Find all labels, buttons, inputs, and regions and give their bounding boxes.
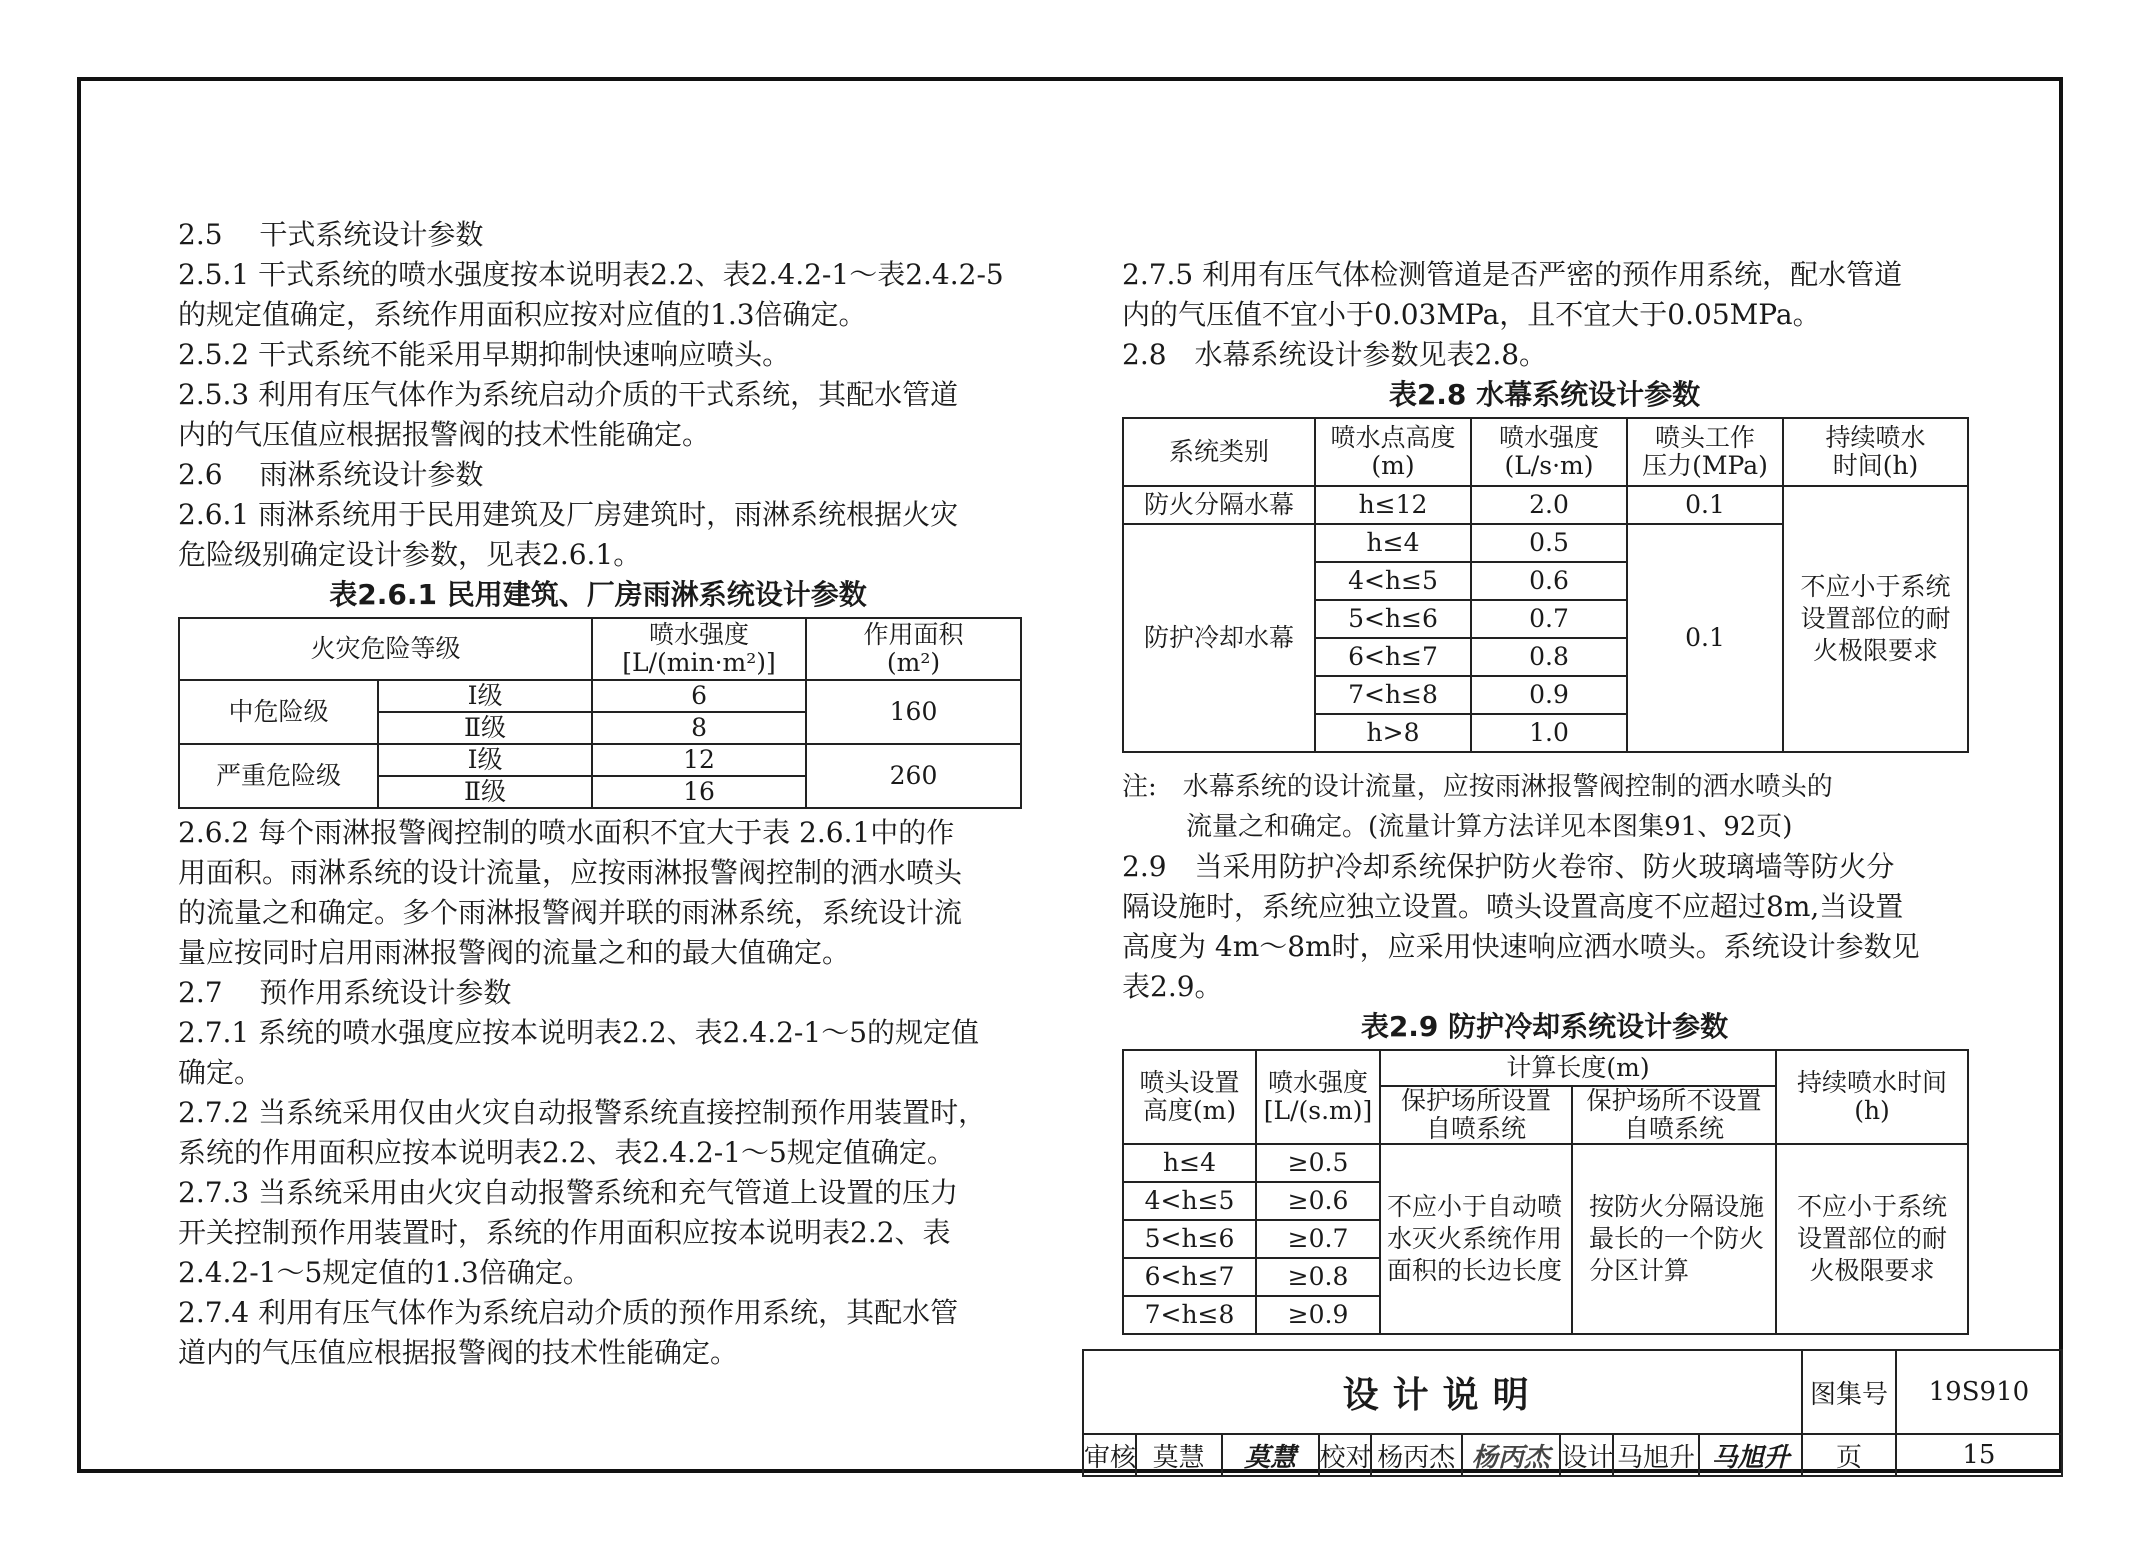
th-pressure: 喷头工作 压力(MPa) [1627, 418, 1783, 486]
para-2-5-1: 2.5.1 干式系统的喷水强度按本说明表2.2、表2.4.2-1～表2.4.2-5 [178, 258, 1004, 291]
para-2-7-2-cont: 系统的作用面积应按本说明表2.2、表2.4.2-1～5规定值确定。 [178, 1136, 955, 1169]
cell-cool-intensity: 0.5 [1471, 524, 1627, 562]
section-2-6-heading: 2.6 雨淋系统设计参数 [178, 458, 484, 491]
cell-fire-curtain: 防火分隔水幕 [1123, 486, 1315, 524]
cell-with-sprinkler-length: 不应小于自动喷 水灭火系统作用 面积的长边长度 [1380, 1144, 1572, 1334]
design-signature: 马旭升 [1699, 1434, 1802, 1476]
cell-intensity: ≥0.8 [1256, 1258, 1380, 1296]
cell-nozzle-height: h≤4 [1123, 1144, 1256, 1182]
th-level: 火灾危险等级 [179, 618, 592, 680]
cell-cool-height: 7<h≤8 [1315, 676, 1471, 714]
th-duration: 持续喷水 时间(h) [1783, 418, 1968, 486]
check-signature: 杨丙杰 [1462, 1434, 1561, 1476]
cell-cool-pressure: 0.1 [1627, 524, 1783, 752]
cell-mid-area: 160 [806, 680, 1021, 744]
cell-mid-g2-intensity: 8 [592, 712, 806, 744]
right-column [1122, 255, 1972, 1335]
review-signature: 莫慧 [1222, 1434, 1319, 1476]
cell-mid-hazard: 中危险级 [179, 680, 378, 744]
para-2-7-2: 2.7.2 当系统采用仅由火灾自动报警系统直接控制预作用装置时， [178, 1096, 987, 1129]
para-2-7-5: 2.7.5 利用有压气体检测管道是否严密的预作用系统，配水管道 [1122, 258, 1903, 291]
cell-sev-g1-intensity: 12 [592, 744, 806, 776]
cell-mid-g1-intensity: 6 [592, 680, 806, 712]
th-intensity: 喷水强度 [L/(min·m²)] [592, 618, 806, 680]
cell-intensity: ≥0.6 [1256, 1182, 1380, 1220]
cell-nozzle-height: 5<h≤6 [1123, 1220, 1256, 1258]
table-2-6-1-caption: 表2.6.1 民用建筑、厂房雨淋系统设计参数 [329, 578, 867, 611]
check-name: 杨丙杰 [1371, 1434, 1461, 1476]
cell-intensity: ≥0.5 [1256, 1144, 1380, 1182]
check-label: 校对 [1319, 1434, 1372, 1476]
para-2-5-3-cont: 内的气压值应根据报警阀的技术性能确定。 [178, 418, 711, 451]
th-nozzle-height: 喷头设置 高度(m) [1123, 1050, 1256, 1144]
cell-grade-1: Ⅰ级 [378, 680, 592, 712]
design-label: 设计 [1560, 1434, 1613, 1476]
para-2-5-2: 2.5.2 干式系统不能采用早期抑制快速响应喷头。 [178, 338, 791, 371]
para-2-7-3: 2.7.3 当系统采用由火灾自动报警系统和充气管道上设置的压力 [178, 1176, 959, 1209]
atlas-number: 19S910 [1896, 1350, 2062, 1434]
para-2-6-2: 2.6.2 每个雨淋报警阀控制的喷水面积不宜大于表 2.6.1中的作 [178, 816, 955, 849]
para-2-9: 2.9 当采用防护冷却系统保护防火卷帘、防火玻璃墙等防火分 [1122, 850, 1895, 883]
th-duration: 持续喷水时间 (h) [1776, 1050, 1968, 1144]
th-without-sprinkler: 保护场所不设置 自喷系统 [1572, 1086, 1776, 1144]
th-calc-length: 计算长度(m) [1380, 1050, 1776, 1086]
para-2-9-cont1: 隔设施时，系统应独立设置。喷头设置高度不应超过8m,当设置 [1122, 890, 1904, 923]
drawing-title: 设计说明 [1083, 1350, 1802, 1434]
cell-cool-height: 4<h≤5 [1315, 562, 1471, 600]
cell-without-sprinkler-length: 按防火分隔设施 最长的一个防火 分区计算 [1572, 1144, 1776, 1334]
table-2-9-caption: 表2.9 防护冷却系统设计参数 [1360, 1010, 1729, 1043]
cell-cool-intensity: 1.0 [1471, 714, 1627, 752]
para-2-7-1: 2.7.1 系统的喷水强度应按本说明表2.2、表2.4.2-1～5的规定值 [178, 1016, 980, 1049]
cell-nozzle-height: 6<h≤7 [1123, 1258, 1256, 1296]
title-block [1082, 1349, 2063, 1477]
cell-duration: 不应小于系统 设置部位的耐 火极限要求 [1783, 486, 1968, 752]
para-2-7-3-cont1: 开关控制预作用装置时，系统的作用面积应按本说明表2.2、表 [178, 1216, 951, 1249]
cell-cool-height: h>8 [1315, 714, 1471, 752]
review-name: 莫慧 [1136, 1434, 1222, 1476]
cell-nozzle-height: 4<h≤5 [1123, 1182, 1256, 1220]
cell-cool-intensity: 0.8 [1471, 638, 1627, 676]
cell-fire-height: h≤12 [1315, 486, 1471, 524]
review-label: 审核 [1083, 1434, 1136, 1476]
th-system-type: 系统类别 [1123, 418, 1315, 486]
para-2-6-2-cont2: 的流量之和确定。多个雨淋报警阀并联的雨淋系统，系统设计流 [178, 896, 963, 929]
cell-cool-height: h≤4 [1315, 524, 1471, 562]
table-2-9 [1122, 1049, 1969, 1335]
cell-cool-intensity: 0.6 [1471, 562, 1627, 600]
cell-cool-height: 6<h≤7 [1315, 638, 1471, 676]
section-2-7-heading: 2.7 预作用系统设计参数 [178, 976, 512, 1009]
cell-severe-hazard: 严重危险级 [179, 744, 378, 808]
para-2-6-1-cont: 危险级别确定设计参数，见表2.6.1。 [178, 538, 642, 571]
cell-fire-intensity: 2.0 [1471, 486, 1627, 524]
para-2-7-3-cont2: 2.4.2-1～5规定值的1.3倍确定。 [178, 1256, 591, 1289]
para-2-7-5-cont: 内的气压值不宜小于0.03MPa，且不宜大于0.05MPa。 [1122, 298, 1821, 331]
note-line-1: 注: 水幕系统的设计流量，应按雨淋报警阀控制的洒水喷头的 [1122, 772, 1833, 802]
para-2-6-2-cont1: 用面积。雨淋系统的设计流量，应按雨淋报警阀控制的洒水喷头 [178, 856, 963, 889]
table-2-6-1 [178, 617, 1022, 809]
cell-sev-g2-intensity: 16 [592, 776, 806, 808]
cell-sev-area: 260 [806, 744, 1021, 808]
cell-grade-2: Ⅱ级 [378, 712, 592, 744]
para-2-6-2-cont3: 量应按同时启用雨淋报警阀的流量之和的最大值确定。 [178, 936, 851, 969]
cell-nozzle-height: 7<h≤8 [1123, 1296, 1256, 1334]
page-label: 页 [1802, 1434, 1896, 1476]
cell-fire-pressure: 0.1 [1627, 486, 1783, 524]
th-intensity: 喷水强度 [L/(s.m)] [1256, 1050, 1380, 1144]
cell-grade-1: Ⅰ级 [378, 744, 592, 776]
para-2-7-4: 2.7.4 利用有压气体作为系统启动介质的预作用系统，其配水管 [178, 1296, 959, 1329]
para-2-9-cont2: 高度为 4m～8m时，应采用快速响应洒水喷头。系统设计参数见 [1122, 930, 1920, 963]
table-2-8-note [1122, 767, 1972, 847]
th-with-sprinkler: 保护场所设置 自喷系统 [1380, 1086, 1572, 1144]
cell-cool-intensity: 0.9 [1471, 676, 1627, 714]
para-2-5-3: 2.5.3 利用有压气体作为系统启动介质的干式系统，其配水管道 [178, 378, 959, 411]
th-intensity: 喷水强度 (L/s·m) [1471, 418, 1627, 486]
section-2-5-heading: 2.5 干式系统设计参数 [178, 218, 484, 251]
cell-cool-height: 5<h≤6 [1315, 600, 1471, 638]
para-2-7-4-cont: 道内的气压值应根据报警阀的技术性能确定。 [178, 1336, 739, 1369]
th-height: 喷水点高度 (m) [1315, 418, 1471, 486]
atlas-label: 图集号 [1802, 1350, 1896, 1434]
cell-grade-2: Ⅱ级 [378, 776, 592, 808]
para-2-5-1-cont: 的规定值确定，系统作用面积应按对应值的1.3倍确定。 [178, 298, 867, 331]
para-2-6-1: 2.6.1 雨淋系统用于民用建筑及厂房建筑时，雨淋系统根据火灾 [178, 498, 959, 531]
th-area: 作用面积 (m²) [806, 618, 1021, 680]
cell-cooling-curtain: 防护冷却水幕 [1123, 524, 1315, 752]
page-number: 15 [1896, 1434, 2062, 1476]
note-line-2: 流量之和确定。(流量计算方法详见本图集91、92页) [1186, 812, 1793, 842]
cell-cool-intensity: 0.7 [1471, 600, 1627, 638]
cell-intensity: ≥0.7 [1256, 1220, 1380, 1258]
cell-intensity: ≥0.9 [1256, 1296, 1380, 1334]
para-2-7-1-cont: 确定。 [178, 1056, 263, 1089]
cell-duration: 不应小于系统 设置部位的耐 火极限要求 [1776, 1144, 1968, 1334]
para-2-9-cont3: 表2.9。 [1122, 970, 1223, 1003]
para-2-8: 2.8 水幕系统设计参数见表2.8。 [1122, 338, 1548, 371]
table-2-8 [1122, 417, 1969, 753]
left-column [178, 215, 1038, 1373]
design-name: 马旭升 [1613, 1434, 1699, 1476]
table-2-8-caption: 表2.8 水幕系统设计参数 [1388, 378, 1701, 411]
